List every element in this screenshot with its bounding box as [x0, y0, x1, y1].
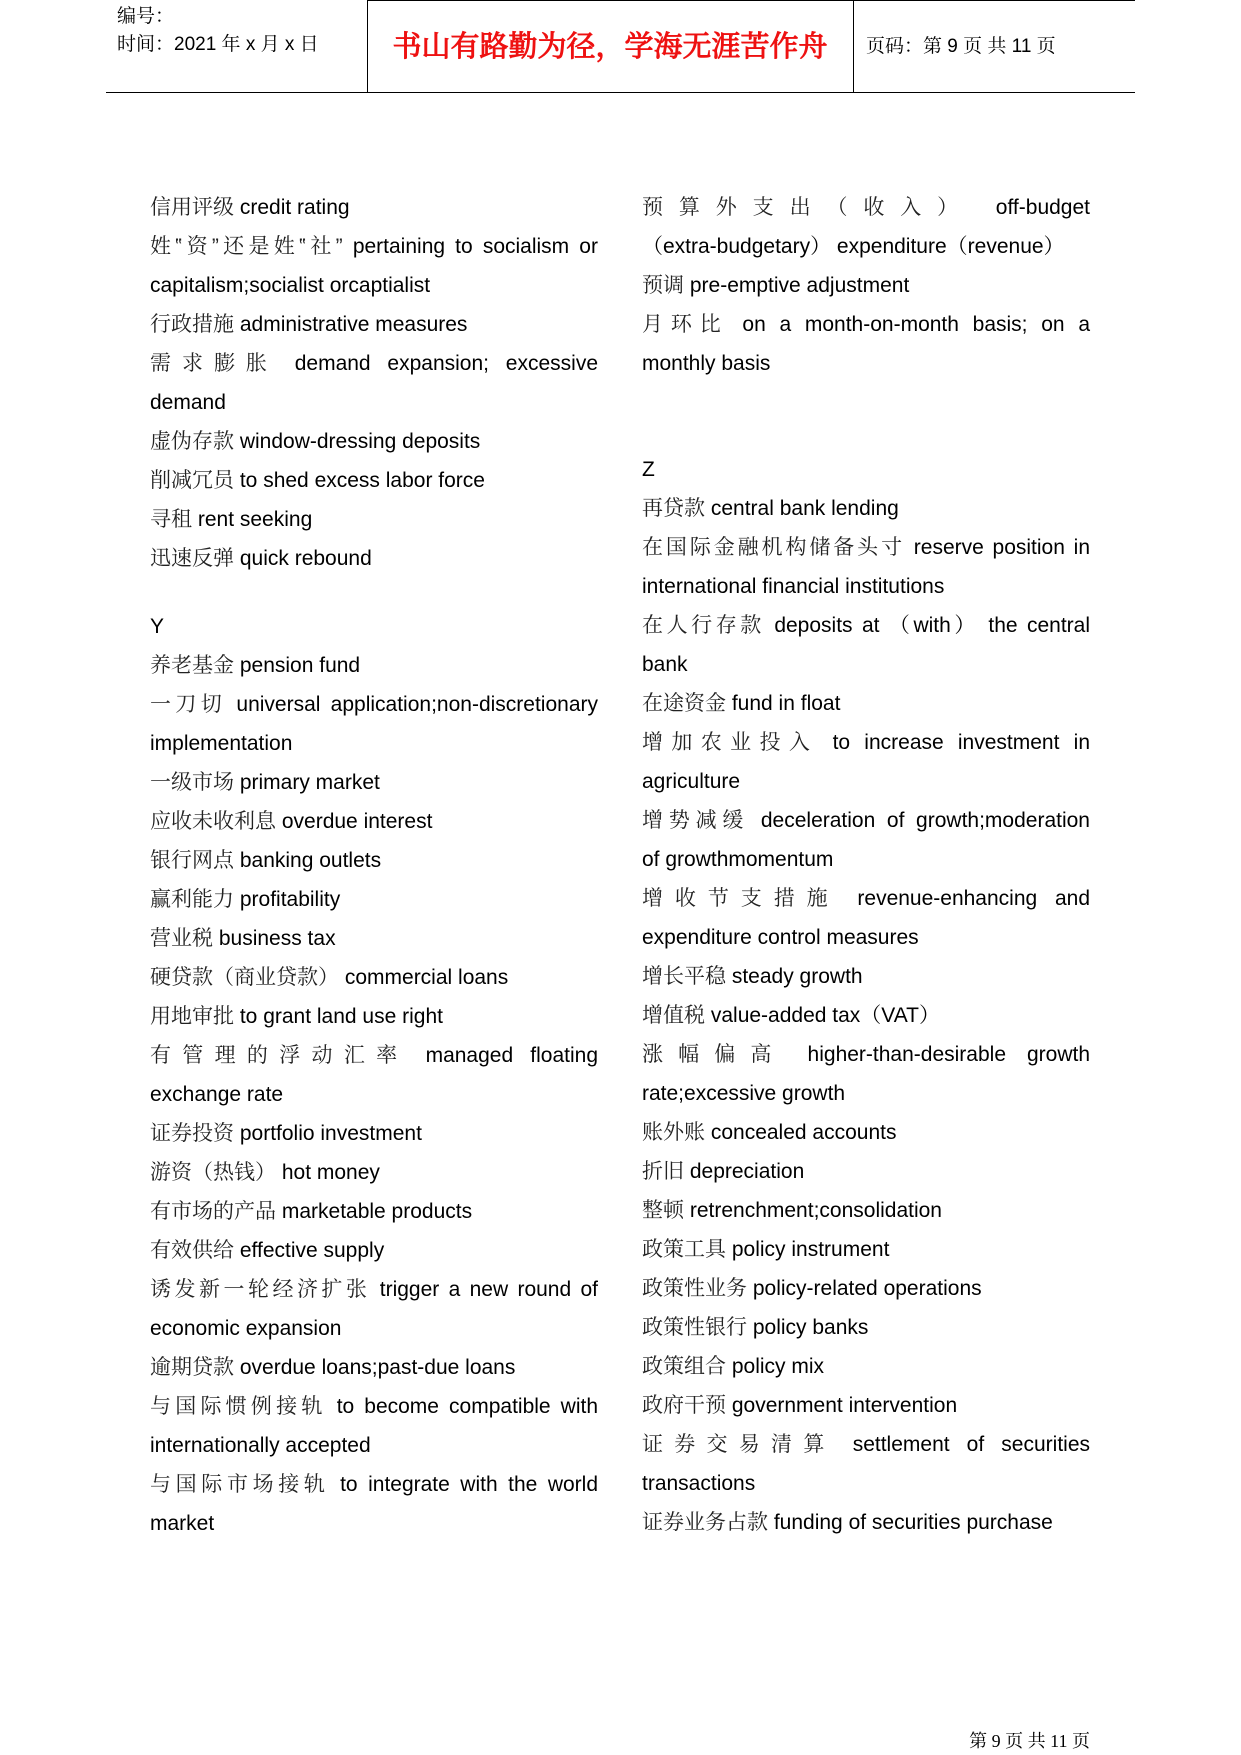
glossary-entry: [642, 489, 1090, 528]
glossary-entry: [150, 1465, 598, 1543]
entry-line: [150, 1348, 598, 1387]
term-chinese: 与国际惯例接轨: [150, 1395, 327, 1418]
glossary-entry: [150, 1270, 598, 1348]
entry-line: [642, 227, 1090, 266]
entry-line: [150, 802, 598, 841]
entry-line: [150, 1465, 598, 1504]
entry-line: [642, 684, 1090, 723]
term-chinese: 一级市场: [150, 771, 234, 794]
entry-line: [150, 461, 598, 500]
entry-line: [642, 1074, 1090, 1113]
term-english: implementation: [150, 732, 293, 755]
term-english: commercial loans: [344, 966, 509, 989]
term-chinese: 政策工具: [642, 1238, 726, 1261]
entry-line: [642, 305, 1090, 344]
term-chinese: 政策性业务: [642, 1277, 747, 1300]
term-english: depreciation: [689, 1160, 805, 1183]
glossary-entry: [642, 266, 1090, 305]
entry-line: [642, 840, 1090, 879]
term-chinese: 月环比: [642, 313, 729, 336]
term-chinese: 信用评级: [150, 196, 234, 219]
entry-line: [642, 918, 1090, 957]
term-english: policy-related operations: [752, 1277, 982, 1300]
term-chinese: 增加农业投入: [642, 731, 819, 754]
term-chinese: 逾期贷款: [150, 1356, 234, 1379]
term-english: pension fund: [239, 654, 361, 677]
glossary-entry: [642, 879, 1090, 957]
term-english: administrative measures: [239, 313, 468, 336]
glossary-entry: [150, 188, 598, 227]
footer-page-number: 第 9 页 共 11 页: [969, 1731, 1090, 1751]
glossary-entry: [642, 1347, 1090, 1386]
entry-line: [150, 500, 598, 539]
entry-line: [642, 1191, 1090, 1230]
term-english: to shed excess labor force: [239, 469, 485, 492]
glossary-entry: [642, 1191, 1090, 1230]
term-english: reserve position in: [913, 536, 1091, 559]
term-chinese: 用地审批: [150, 1005, 234, 1028]
term-chinese: 在途资金: [642, 692, 726, 715]
entry-line: [642, 762, 1090, 801]
term-english: funding of securities purchase: [773, 1511, 1053, 1534]
entry-line: [642, 645, 1090, 684]
entry-line: [642, 188, 1090, 227]
term-english: business tax: [218, 927, 336, 950]
glossary-entry: [150, 880, 598, 919]
term-english: profitability: [239, 888, 341, 911]
entry-line: [642, 344, 1090, 383]
term-english: internationally accepted: [150, 1434, 371, 1457]
entry-line: [150, 422, 598, 461]
term-chinese: 需求膨胀: [150, 352, 278, 375]
glossary-entry: [150, 1153, 598, 1192]
term-chinese: 迅速反弹: [150, 547, 234, 570]
entry-line: [642, 1113, 1090, 1152]
term-chinese: 在国际金融机构储备头寸: [642, 536, 906, 559]
entry-line: [642, 723, 1090, 762]
entry-line: [150, 383, 598, 422]
term-chinese: 增长平稳: [642, 965, 726, 988]
entry-line: [150, 1192, 598, 1231]
term-english: government intervention: [731, 1394, 958, 1417]
term-english: overdue interest: [281, 810, 433, 833]
entry-line: [150, 344, 598, 383]
term-english: marketable products: [281, 1200, 473, 1223]
glossary-entry: [642, 723, 1090, 801]
entry-line: [150, 1114, 598, 1153]
entry-line: [150, 1231, 598, 1270]
term-english: expenditure control measures: [642, 926, 919, 949]
term-chinese: 预调: [642, 274, 684, 297]
term-chinese: 有效供给: [150, 1239, 234, 1262]
entry-line: [150, 1504, 598, 1543]
entry-line: [642, 1347, 1090, 1386]
entry-line: [150, 539, 598, 578]
entry-line: [642, 1230, 1090, 1269]
term-chinese: 行政措施: [150, 313, 234, 336]
entry-line: [642, 266, 1090, 305]
term-chinese: 证券业务占款: [642, 1511, 768, 1534]
term-english: pertaining to socialism or: [352, 235, 598, 258]
term-chinese: 游资（热钱）: [150, 1161, 276, 1184]
term-english: agriculture: [642, 770, 741, 793]
term-english: （extra-budgetary） expenditure（revenue）: [642, 235, 1065, 258]
term-english: policy mix: [731, 1355, 825, 1378]
term-english: rate;excessive growth: [642, 1082, 846, 1105]
entry-line: [642, 957, 1090, 996]
term-chinese: 增收节支措施: [642, 887, 840, 910]
glossary-entry: [642, 528, 1090, 606]
glossary-entry: [150, 422, 598, 461]
term-english: demand: [150, 391, 226, 414]
entry-line: [150, 1426, 598, 1465]
entry-line: [642, 1464, 1090, 1503]
glossary-entry: [642, 1113, 1090, 1152]
glossary-entry: [642, 606, 1090, 684]
entry-line: [642, 489, 1090, 528]
term-chinese: 政策组合: [642, 1355, 726, 1378]
term-english: pre-emptive adjustment: [689, 274, 910, 297]
term-english: higher-than-desirable growth: [807, 1043, 1091, 1066]
term-english: market: [150, 1512, 215, 1535]
entry-line: [150, 1153, 598, 1192]
term-english: on a month-on-month basis; on a: [742, 313, 1090, 336]
term-chinese: 赢利能力: [150, 888, 234, 911]
glossary-entry: [150, 763, 598, 802]
entry-line: [150, 685, 598, 724]
entry-line: [150, 1309, 598, 1348]
term-english: effective supply: [239, 1239, 385, 1262]
glossary-entry: [642, 1152, 1090, 1191]
glossary-entry: [150, 646, 598, 685]
term-english: monthly basis: [642, 352, 771, 375]
glossary-entry: [150, 997, 598, 1036]
entry-line: [642, 1308, 1090, 1347]
term-english: bank: [642, 653, 688, 676]
term-chinese: 削减冗员: [150, 469, 234, 492]
term-english: to increase investment in: [832, 731, 1091, 754]
term-chinese: 折旧: [642, 1160, 684, 1183]
glossary-entry: [150, 802, 598, 841]
glossary-column-left: [150, 188, 598, 1543]
glossary-column-right: [642, 188, 1090, 1542]
glossary-entry: [642, 1035, 1090, 1113]
term-english: universal application;non-discretionary: [236, 693, 598, 716]
glossary-entry: [642, 684, 1090, 723]
term-english: value-added tax（VAT）: [710, 1004, 941, 1027]
glossary-entry: [642, 1269, 1090, 1308]
glossary-entry: [642, 996, 1090, 1035]
section-letter: Y: [150, 615, 165, 638]
term-chinese: 证券投资: [150, 1122, 234, 1145]
glossary-entry: [642, 1503, 1090, 1542]
glossary-entry: [150, 958, 598, 997]
glossary-entry: [150, 461, 598, 500]
term-chinese: 寻租: [150, 508, 192, 531]
term-english: banking outlets: [239, 849, 382, 872]
glossary-entry: [642, 188, 1090, 266]
entry-line: [150, 997, 598, 1036]
header-divider-right: [853, 0, 854, 93]
entry-line: [150, 763, 598, 802]
glossary-entry: [150, 1036, 598, 1114]
term-english: primary market: [239, 771, 380, 794]
header-rule-top: [367, 0, 1135, 1]
term-chinese: 整顿: [642, 1199, 684, 1222]
entry-line: [150, 1036, 598, 1075]
entry-line: [642, 528, 1090, 567]
blank-line: [642, 383, 1090, 417]
glossary-entry: [150, 1231, 598, 1270]
entry-line: [150, 841, 598, 880]
term-english: managed floating: [425, 1044, 599, 1067]
entry-line: [150, 646, 598, 685]
glossary-entry: [150, 227, 598, 305]
glossary-entry: [150, 1387, 598, 1465]
header-rule-bottom: [106, 92, 1135, 93]
entry-line: [642, 1035, 1090, 1074]
term-chinese: 证券交易清算: [642, 1433, 836, 1456]
term-english: to become compatible with: [336, 1395, 599, 1418]
glossary-entry: [642, 1230, 1090, 1269]
term-english: settlement of securities: [852, 1433, 1090, 1456]
glossary-entry: [150, 500, 598, 539]
glossary-entry: [150, 344, 598, 422]
term-english: capitalism;socialist orcaptialist: [150, 274, 431, 297]
term-chinese: 与国际市场接轨: [150, 1473, 330, 1496]
term-english: retrenchment;consolidation: [689, 1199, 942, 1222]
term-english: to integrate with the world: [340, 1473, 599, 1496]
glossary-entry: [642, 1308, 1090, 1347]
entry-line: [642, 996, 1090, 1035]
term-chinese: 预算外支出（收入）: [642, 196, 975, 219]
header-date: 时间：2021 年 x 月 x 日: [117, 34, 319, 55]
entry-line: [150, 1387, 598, 1426]
term-chinese: 账外账: [642, 1121, 705, 1144]
entry-line: [150, 188, 598, 227]
term-english: policy banks: [752, 1316, 869, 1339]
entry-line: [642, 567, 1090, 606]
glossary-entry: [642, 957, 1090, 996]
term-english: off-budget: [995, 196, 1090, 219]
glossary-entry: [150, 919, 598, 958]
term-english: exchange rate: [150, 1083, 284, 1106]
term-chinese: 增势减缓: [642, 809, 750, 832]
entry-line: [150, 266, 598, 305]
term-chinese: 在人行存款: [642, 614, 765, 637]
term-english: to grant land use right: [239, 1005, 443, 1028]
entry-line: [150, 958, 598, 997]
glossary-entry: [642, 1425, 1090, 1503]
entry-line: [642, 1503, 1090, 1542]
term-chinese: 有管理的浮动汇率: [150, 1044, 409, 1067]
entry-line: [150, 1270, 598, 1309]
entry-line: [150, 919, 598, 958]
entry-line: [642, 879, 1090, 918]
entry-line: [150, 880, 598, 919]
term-english: revenue-enhancing and: [857, 887, 1090, 910]
term-chinese: 养老基金: [150, 654, 234, 677]
header-page-number: 页码：第 9 页 共 11 页: [866, 36, 1056, 57]
term-english: central bank lending: [710, 497, 899, 520]
glossary-entry: [150, 685, 598, 763]
term-english: portfolio investment: [239, 1122, 422, 1145]
term-chinese: 虚伪存款: [150, 430, 234, 453]
term-english: quick rebound: [239, 547, 372, 570]
term-chinese: 政府干预: [642, 1394, 726, 1417]
entry-line: [642, 1425, 1090, 1464]
term-english: trigger a new round of: [379, 1278, 598, 1301]
term-english: steady growth: [731, 965, 863, 988]
term-chinese: 营业税: [150, 927, 213, 950]
term-english: window-dressing deposits: [239, 430, 481, 453]
blank-line: [642, 417, 1090, 451]
entry-line: [642, 1386, 1090, 1425]
term-english: hot money: [281, 1161, 380, 1184]
entry-line: [150, 724, 598, 763]
blank-line: [150, 578, 598, 607]
section-letter: Z: [642, 458, 655, 481]
term-english: fund in float: [731, 692, 841, 715]
glossary-entry: [642, 801, 1090, 879]
term-english: transactions: [642, 1472, 756, 1495]
term-english: policy instrument: [731, 1238, 890, 1261]
term-english: rent seeking: [197, 508, 313, 531]
entry-line: [150, 305, 598, 344]
glossary-entry: [150, 1348, 598, 1387]
glossary-entry: [150, 841, 598, 880]
glossary-entry: [642, 1386, 1090, 1425]
term-english: credit rating: [239, 196, 350, 219]
term-chinese: 再贷款: [642, 497, 705, 520]
term-english: overdue loans;past-due loans: [239, 1356, 516, 1379]
entry-line: [642, 1269, 1090, 1308]
header-number-label: 编号：: [117, 6, 175, 27]
term-english: deceleration of growth;moderation: [760, 809, 1090, 832]
term-chinese: 银行网点: [150, 849, 234, 872]
glossary-entry: [150, 1114, 598, 1153]
term-chinese: 增值税: [642, 1004, 705, 1027]
term-english: demand expansion; excessive: [294, 352, 599, 375]
term-chinese: 诱发新一轮经济扩张: [150, 1278, 371, 1301]
term-chinese: 有市场的产品: [150, 1200, 276, 1223]
glossary-entry: [642, 305, 1090, 383]
entry-line: [642, 1152, 1090, 1191]
term-chinese: 应收未收利息: [150, 810, 276, 833]
term-chinese: 涨幅偏高: [642, 1043, 787, 1066]
term-chinese: 一刀切: [150, 693, 227, 716]
term-chinese: 姓‟资”还是姓‟社”: [150, 235, 343, 258]
term-english: economic expansion: [150, 1317, 342, 1340]
glossary-entry: [150, 1192, 598, 1231]
entry-line: [150, 227, 598, 266]
term-chinese: 政策性银行: [642, 1316, 747, 1339]
term-english: international financial institutions: [642, 575, 945, 598]
term-english: concealed accounts: [710, 1121, 897, 1144]
glossary-entry: [150, 305, 598, 344]
term-english: deposits at （with） the central: [774, 614, 1090, 637]
term-chinese: 硬贷款（商业贷款）: [150, 966, 339, 989]
glossary-entry: [150, 539, 598, 578]
entry-line: [642, 801, 1090, 840]
entry-line: [642, 606, 1090, 645]
term-english: of growthmomentum: [642, 848, 834, 871]
entry-line: [150, 1075, 598, 1114]
header-motto: 书山有路勤为径，学海无涯苦作舟: [392, 31, 828, 63]
